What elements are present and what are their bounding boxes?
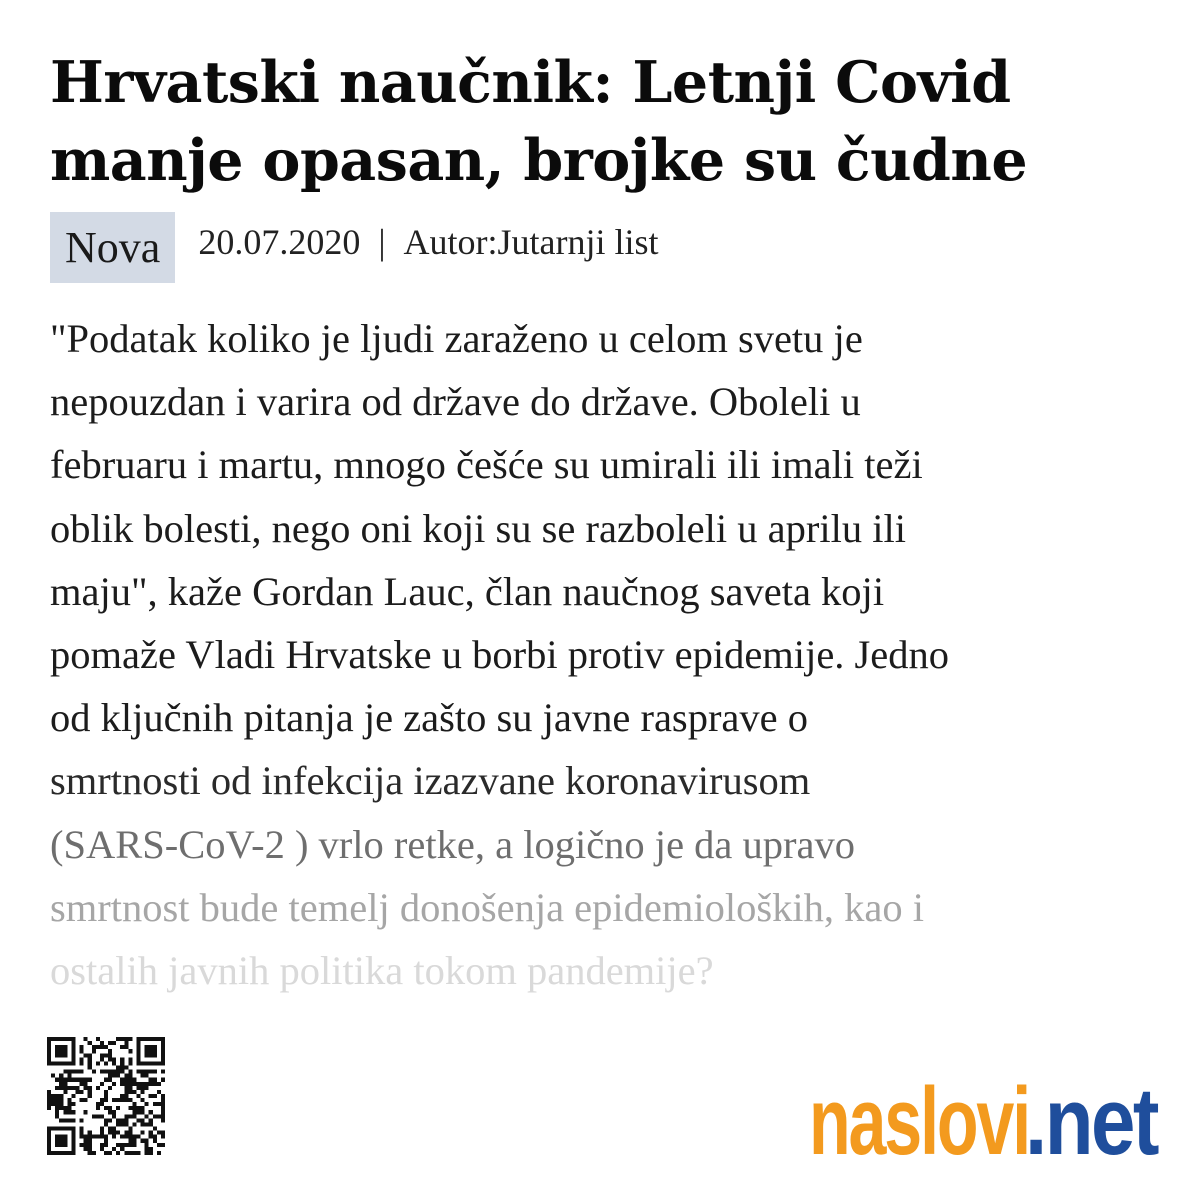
article-body-line: oblik bolesti, nego oni koji su se razboleli u aprilu ili [50, 505, 906, 551]
meta-separator: | [378, 221, 386, 262]
article-body-line: od ključnih pitanja je zašto su javne rasprave o [50, 695, 809, 741]
naslovi-net-logo[interactable] [803, 1068, 1163, 1168]
article-title-line-1: Hrvatski naučnik: Letnji Covid [50, 49, 1011, 116]
article-meta [50, 212, 659, 283]
logo-naslovi-text: naslovi [809, 1068, 1029, 1168]
article-title-line-2: manje opasan, brojke su čudne [50, 127, 1028, 194]
article-body-line: smrtnosti od infekcija izazvane koronavirusom [50, 758, 811, 804]
article-body-line: nepouzdan i varira od države do države. Oboleli u [50, 379, 861, 425]
article-body [50, 307, 1170, 1002]
article-body-line: maju", kaže Gordan Lauc, član naučnog saveta koji [50, 568, 885, 614]
meta-text [198, 221, 658, 263]
article-body-line: ostalih javnih politika tokom pandemije? [50, 948, 714, 994]
article-body-line: februaru i martu, mnogo češće su umirali ili imali teži [50, 442, 923, 488]
article-body-line: smrtnost bude temelj donošenja epidemioloških, kao i [50, 884, 924, 930]
article-body-line: pomaže Vladi Hrvatske u borbi protiv epidemije. Jedno [50, 632, 950, 678]
category-badge[interactable]: Nova [50, 212, 175, 283]
qr-code-icon[interactable] [47, 1037, 165, 1155]
article-date: 20.07.2020 [198, 221, 361, 262]
article-body-line: "Podatak koliko je ljudi zaraženo u celom svetu je [50, 316, 863, 361]
article-author: Autor:Jutarnji list [403, 221, 659, 262]
article-title [50, 44, 1160, 200]
article-body-line: (SARS-CoV-2 ) vrlo retke, a logično je da upravo [50, 821, 855, 867]
logo-net-text: .net [1025, 1068, 1159, 1168]
